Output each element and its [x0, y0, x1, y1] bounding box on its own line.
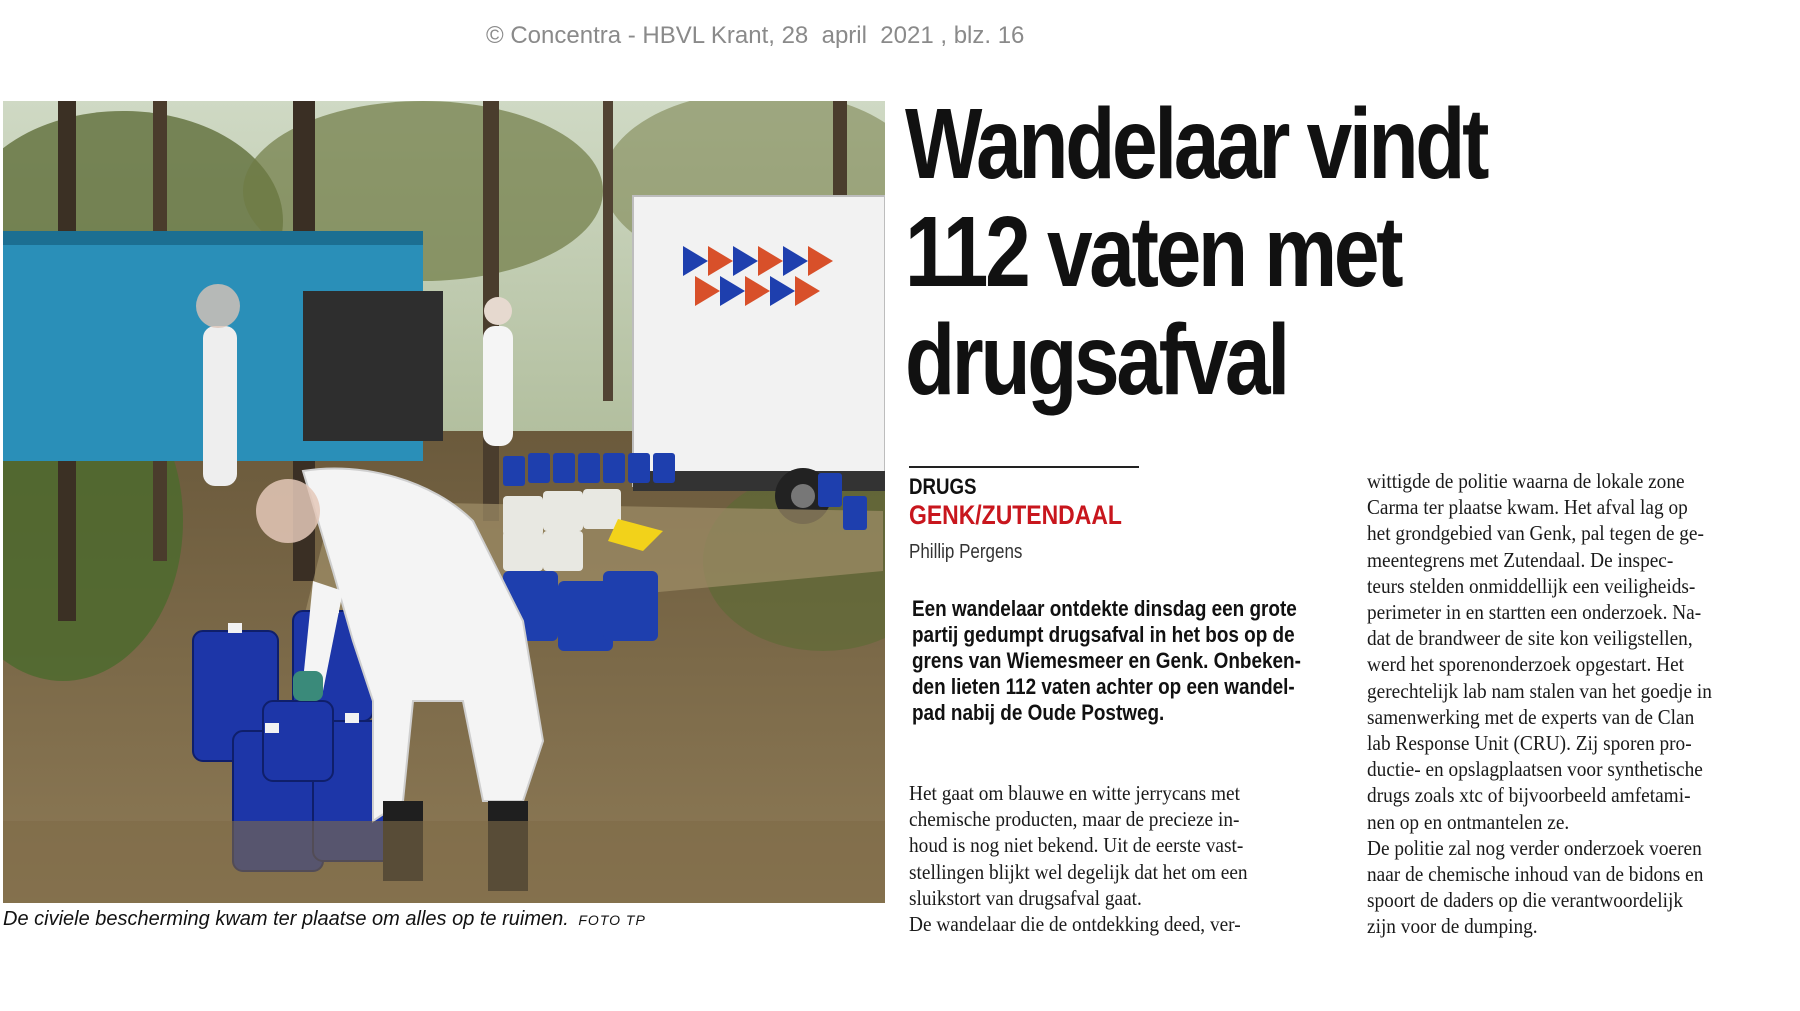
lead-line: grens van Wiemesmeer en Genk. Onbeken- [912, 648, 1301, 673]
body-line: meentegrens met Zutendaal. De inspec- [1367, 547, 1674, 572]
article-photo [3, 101, 885, 903]
body-line: wittigde de politie waarna de lokale zone [1367, 469, 1685, 493]
headline-line: Wandelaar vindt [905, 88, 1487, 200]
forest-scene-illustration [3, 101, 885, 903]
author-byline: Phillip Pergens [909, 541, 1023, 563]
body-line: perimeter in en startten een onderzoek. Na- [1367, 600, 1702, 625]
body-line: Het gaat om blauwe en witte jerrycans met [909, 781, 1240, 805]
dateline-location: GENK/ZUTENDAAL [909, 500, 1122, 530]
body-line: werd het sporenonderzoek opgestart. Het [1367, 652, 1685, 677]
body-line: spoort de daders op die verantwoordelijk [1367, 888, 1684, 913]
body-line: chemische producten, maar de precieze in- [909, 807, 1240, 832]
lead-line: partij gedumpt drugsafval in het bos op de [912, 622, 1295, 647]
body-line: naar de chemische inhoud van de bidons en [1367, 862, 1704, 887]
body-line: samenwerking met de experts van de Clan [1367, 704, 1695, 729]
section-label: DRUGS [909, 474, 977, 499]
lead-line: pad nabij de Oude Postweg. [912, 700, 1165, 725]
body-line: De wandelaar die de ontdekking deed, ver- [909, 912, 1241, 937]
headline-line: drugsafval [905, 304, 1287, 416]
body-line: teurs stelden onmiddellijk een veiligheids- [1367, 573, 1696, 598]
lead-line: Een wandelaar ontdekte dinsdag een grote [912, 596, 1297, 621]
section-rule [909, 466, 1139, 468]
copyright-line: © Concentra - HBVL Krant, 28 april 2021 , blz. 16 [486, 22, 1025, 49]
article-headline [905, 90, 1635, 414]
body-line: nen op en ontmantelen ze. [1367, 809, 1570, 834]
body-line: dat de brandweer de site kon veiligstellen, [1367, 626, 1693, 651]
photo-credit: FOTO TP [578, 912, 646, 928]
article-lead [912, 596, 1301, 726]
body-line: houd is nog niet bekend. Uit de eerste vast- [909, 833, 1244, 858]
body-line: gerechtelijk lab nam stalen van het goedje in [1367, 678, 1712, 703]
body-line: het grondgebied van Genk, pal tegen de ge- [1367, 521, 1704, 546]
body-line: stellingen blijkt wel degelijk dat het om een [909, 859, 1248, 884]
body-column-1 [909, 780, 1248, 937]
body-line: Carma ter plaatse kwam. Het afval lag op [1367, 495, 1688, 520]
body-line: sluikstort van drugsafval gaat. [909, 885, 1142, 910]
body-line: lab Response Unit (CRU). Zij sporen pro- [1367, 731, 1692, 756]
lead-line: den lieten 112 vaten achter op een wandel- [912, 674, 1295, 699]
caption-text: De civiele bescherming kwam ter plaatse om alles op te ruimen. [3, 908, 569, 930]
photo-caption [3, 908, 893, 931]
headline-line: 112 vaten met [905, 196, 1401, 308]
body-line: drugs zoals xtc of bijvoorbeeld amfetami- [1367, 783, 1691, 808]
body-line: De politie zal nog verder onderzoek voeren [1367, 835, 1702, 860]
body-column-2 [1367, 468, 1712, 940]
body-line: zijn voor de dumping. [1367, 914, 1538, 939]
body-line: ductie- en opslagplaatsen voor synthetische [1367, 757, 1703, 782]
